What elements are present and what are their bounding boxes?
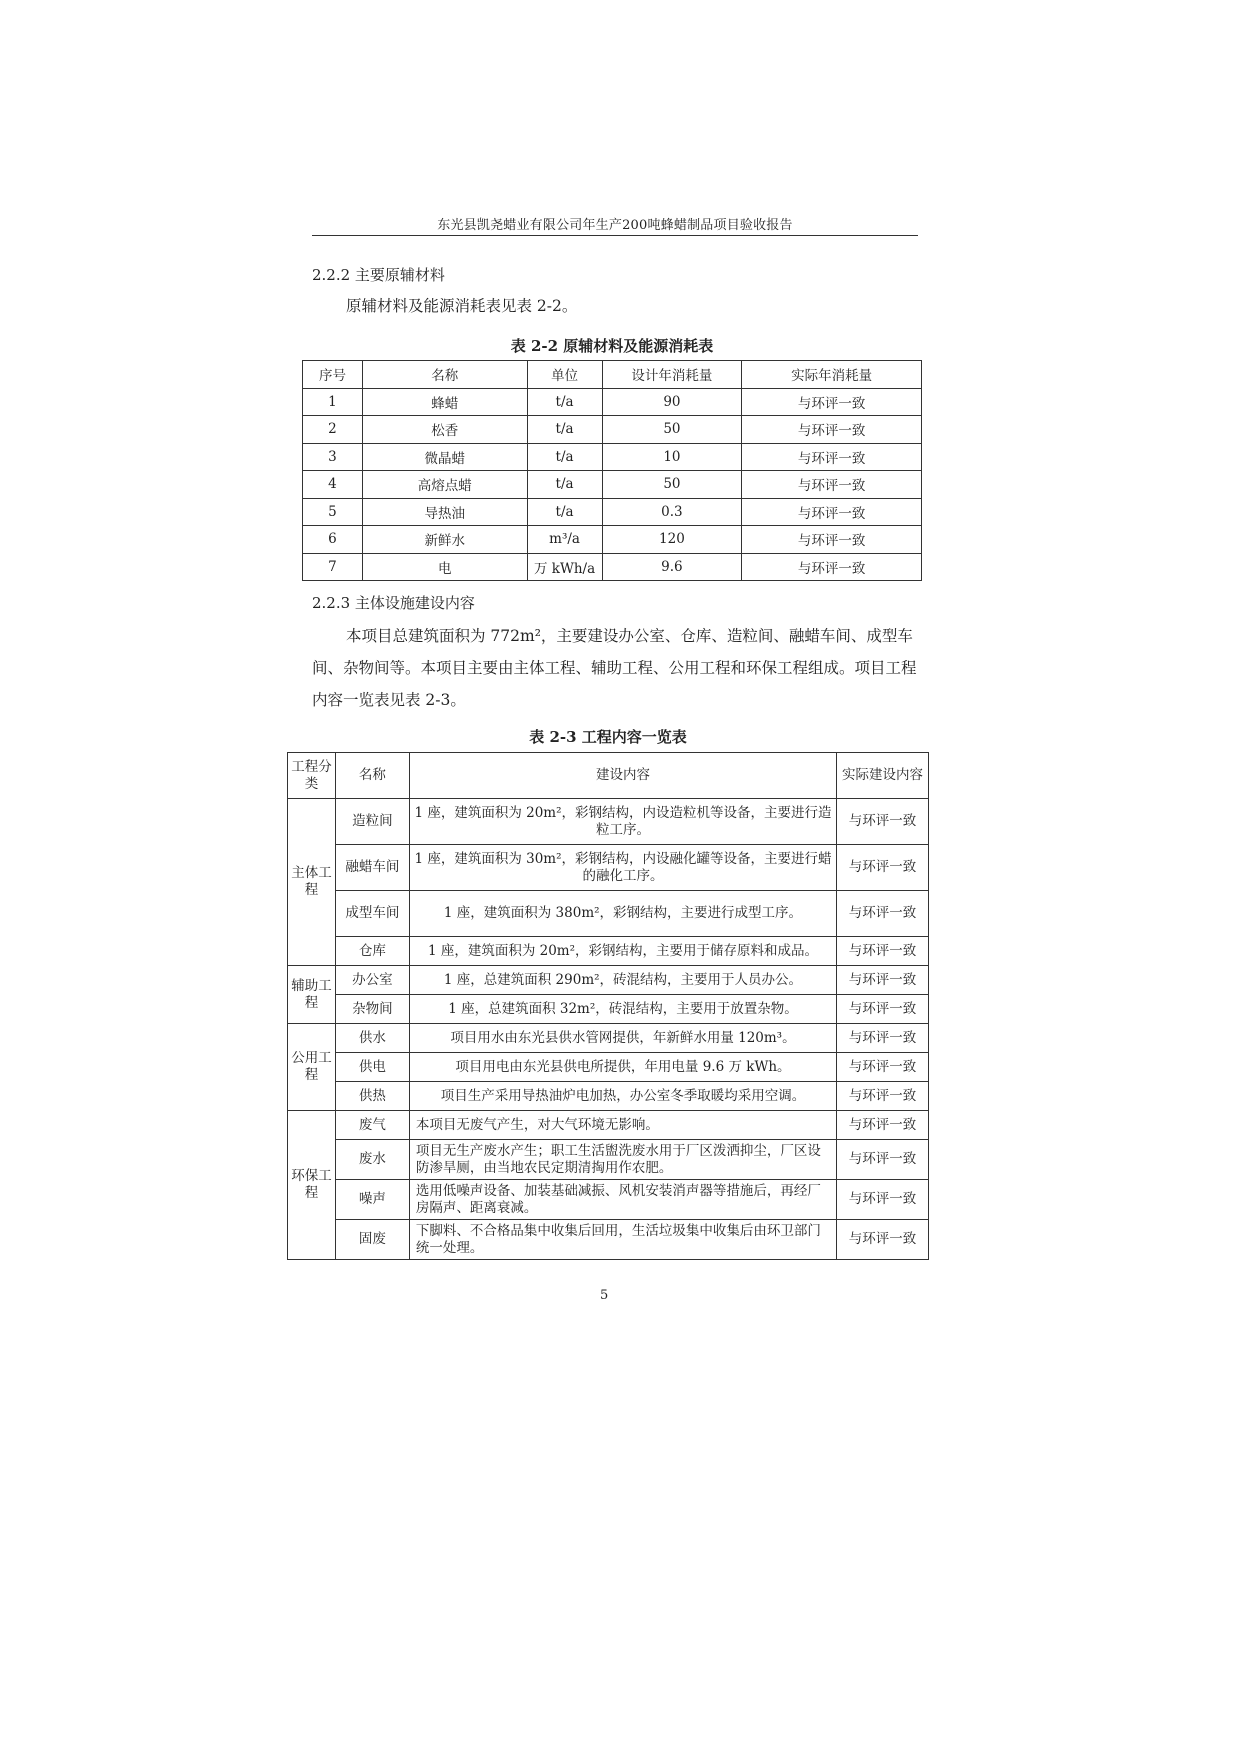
cell: 杂物间 xyxy=(335,995,409,1024)
section-heading-2-2-3: 2.2.3 主体设施建设内容 xyxy=(312,594,475,612)
cell: 废水 xyxy=(335,1140,409,1180)
table-2-2 xyxy=(302,360,922,581)
cell: 与环评一致 xyxy=(837,1111,929,1140)
header-rule xyxy=(312,235,918,236)
table-row xyxy=(288,1111,929,1140)
cell: 项目用水由东光县供水管网提供，年新鲜水用量 120m³。 xyxy=(409,1024,836,1053)
cell: 与环评一致 xyxy=(837,1024,929,1053)
cell: 7 xyxy=(303,553,363,581)
cell: 松香 xyxy=(362,416,527,444)
header-cell: 设计年消耗量 xyxy=(602,361,742,389)
cell: 与环评一致 xyxy=(742,416,922,444)
cell: 与环评一致 xyxy=(742,498,922,526)
table-2-3-caption: 表 2-3 工程内容一览表 xyxy=(529,728,687,746)
cell: 项目生产采用导热油炉电加热，办公室冬季取暖均采用空调。 xyxy=(409,1082,836,1111)
cell: 0.3 xyxy=(602,498,742,526)
cell: t/a xyxy=(527,443,602,471)
cell: m³/a xyxy=(527,526,602,554)
cell: 新鲜水 xyxy=(362,526,527,554)
cell: 噪声 xyxy=(335,1180,409,1220)
table-row xyxy=(288,799,929,845)
cell: 项目无生产废水产生；职工生活盥洗废水用于厂区泼洒抑尘，厂区设防渗旱厕，由当地农民定期清掏用作农肥。 xyxy=(409,1140,836,1180)
page-header: 东光县凯尧蜡业有限公司年生产200吨蜂蜡制品项目验收报告 xyxy=(437,218,793,233)
table-row xyxy=(303,498,922,526)
cell: 电 xyxy=(362,553,527,581)
table-row xyxy=(288,1053,929,1082)
cell: 与环评一致 xyxy=(837,845,929,891)
cell: 6 xyxy=(303,526,363,554)
paragraph-2-2-2: 原辅材料及能源消耗表见表 2-2。 xyxy=(346,297,578,315)
cell: 50 xyxy=(602,471,742,499)
cell: 1 座，建筑面积为 20m²，彩钢结构，内设造粒机等设备，主要进行造粒工序。 xyxy=(409,799,836,845)
cell: t/a xyxy=(527,498,602,526)
cell: t/a xyxy=(527,388,602,416)
cell: 项目用电由东光县供电所提供，年用电量 9.6 万 kWh。 xyxy=(409,1053,836,1082)
cell: 与环评一致 xyxy=(837,891,929,937)
cell: 4 xyxy=(303,471,363,499)
cell: 1 座，总建筑面积 290m²，砖混结构，主要用于人员办公。 xyxy=(409,966,836,995)
cell: 与环评一致 xyxy=(837,937,929,966)
cell: 50 xyxy=(602,416,742,444)
header-cell: 实际建设内容 xyxy=(837,753,929,799)
table-row xyxy=(303,416,922,444)
cell: 导热油 xyxy=(362,498,527,526)
cell: 供水 xyxy=(335,1024,409,1053)
table-header-row xyxy=(303,361,922,389)
cell: 供热 xyxy=(335,1082,409,1111)
cell: 高熔点蜡 xyxy=(362,471,527,499)
cell: 与环评一致 xyxy=(742,553,922,581)
paragraph-2-2-3: 本项目总建筑面积为 772m²，主要建设办公室、仓库、造粒间、融蜡车间、成型车间、杂物间等。本项目主要由主体工程、辅助工程、公用工程和环保工程组成。项目工程内容一览表见表 2-3。 xyxy=(312,627,917,709)
table-row xyxy=(288,1180,929,1220)
table-header-row xyxy=(288,753,929,799)
table-row xyxy=(288,1140,929,1180)
table-row xyxy=(303,526,922,554)
cell: 造粒间 xyxy=(335,799,409,845)
table-row xyxy=(303,553,922,581)
header-cell: 序号 xyxy=(303,361,363,389)
header-cell: 工程分类 xyxy=(288,753,336,799)
cell: 与环评一致 xyxy=(837,1220,929,1260)
cell: 90 xyxy=(602,388,742,416)
cell: t/a xyxy=(527,416,602,444)
cell: 选用低噪声设备、加装基础减振、风机安装消声器等措施后，再经厂房隔声、距离衰减。 xyxy=(409,1180,836,1220)
table-row xyxy=(288,937,929,966)
cell: 仓库 xyxy=(335,937,409,966)
table-row xyxy=(288,1024,929,1053)
cell: 与环评一致 xyxy=(837,1180,929,1220)
category-cell: 公用工程 xyxy=(288,1024,336,1111)
header-cell: 单位 xyxy=(527,361,602,389)
cell: 3 xyxy=(303,443,363,471)
header-cell: 名称 xyxy=(335,753,409,799)
cell: 1 xyxy=(303,388,363,416)
cell: 与环评一致 xyxy=(837,1053,929,1082)
category-cell: 辅助工程 xyxy=(288,966,336,1024)
cell: 供电 xyxy=(335,1053,409,1082)
cell: 微晶蜡 xyxy=(362,443,527,471)
cell: 与环评一致 xyxy=(742,526,922,554)
cell: 9.6 xyxy=(602,553,742,581)
cell: 固废 xyxy=(335,1220,409,1260)
cell: 1 座，建筑面积为 20m²，彩钢结构，主要用于储存原料和成品。 xyxy=(409,937,836,966)
section-heading-2-2-2: 2.2.2 主要原辅材料 xyxy=(312,266,445,284)
cell: 5 xyxy=(303,498,363,526)
table-row xyxy=(303,388,922,416)
cell: 120 xyxy=(602,526,742,554)
cell: 2 xyxy=(303,416,363,444)
cell: 与环评一致 xyxy=(837,966,929,995)
table-row xyxy=(288,966,929,995)
cell: 1 座，建筑面积为 30m²，彩钢结构，内设融化罐等设备，主要进行蜡的融化工序。 xyxy=(409,845,836,891)
cell: 1 座，总建筑面积 32m²，砖混结构，主要用于放置杂物。 xyxy=(409,995,836,1024)
cell: 与环评一致 xyxy=(742,443,922,471)
cell: 与环评一致 xyxy=(837,1082,929,1111)
cell: 与环评一致 xyxy=(837,1140,929,1180)
cell: 成型车间 xyxy=(335,891,409,937)
header-cell: 名称 xyxy=(362,361,527,389)
cell: 与环评一致 xyxy=(837,995,929,1024)
table-row xyxy=(303,471,922,499)
cell: 下脚料、不合格品集中收集后回用，生活垃圾集中收集后由环卫部门统一处理。 xyxy=(409,1220,836,1260)
cell: 10 xyxy=(602,443,742,471)
category-cell: 环保工程 xyxy=(288,1111,336,1260)
cell: 蜂蜡 xyxy=(362,388,527,416)
cell: 本项目无废气产生，对大气环境无影响。 xyxy=(409,1111,836,1140)
cell: 与环评一致 xyxy=(837,799,929,845)
table-row xyxy=(288,1220,929,1260)
page-number: 5 xyxy=(600,1288,609,1303)
table-row xyxy=(303,443,922,471)
category-cell: 主体工程 xyxy=(288,799,336,966)
table-2-3 xyxy=(287,752,929,1260)
header-cell: 实际年消耗量 xyxy=(742,361,922,389)
cell: 万 kWh/a xyxy=(527,553,602,581)
cell: 与环评一致 xyxy=(742,471,922,499)
cell: t/a xyxy=(527,471,602,499)
cell: 1 座，建筑面积为 380m²，彩钢结构，主要进行成型工序。 xyxy=(409,891,836,937)
cell: 融蜡车间 xyxy=(335,845,409,891)
table-2-2-caption: 表 2-2 原辅材料及能源消耗表 xyxy=(510,337,714,355)
table-row xyxy=(288,1082,929,1111)
cell: 与环评一致 xyxy=(742,388,922,416)
cell: 办公室 xyxy=(335,966,409,995)
table-row xyxy=(288,845,929,891)
table-row xyxy=(288,891,929,937)
header-cell: 建设内容 xyxy=(409,753,836,799)
cell: 废气 xyxy=(335,1111,409,1140)
table-row xyxy=(288,995,929,1024)
